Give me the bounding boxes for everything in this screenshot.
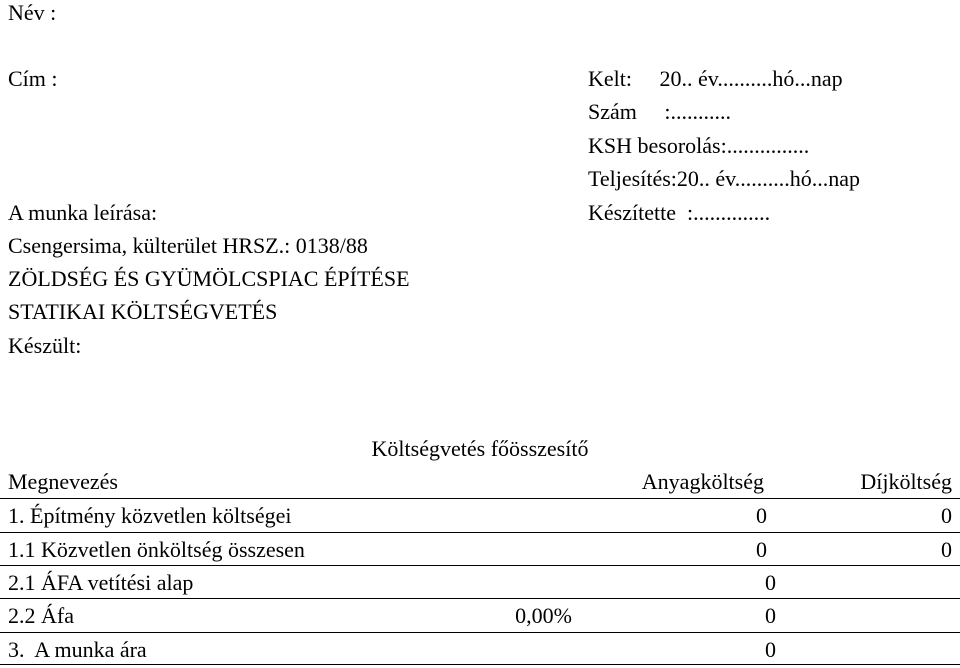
- column-header-name: Megnevezés: [8, 469, 118, 494]
- prepared-label: Készült:: [8, 333, 82, 358]
- author-field: Készítette :..............: [588, 200, 771, 225]
- table-row-material: 0: [765, 570, 776, 595]
- table-row-fee: 0: [941, 503, 952, 528]
- table-row-name: 1.1 Közvetlen önköltség összesen: [8, 537, 305, 562]
- work-description-label: A munka leírása:: [8, 200, 158, 225]
- table-row-material: 0: [765, 603, 776, 628]
- document-type: STATIKAI KÖLTSÉGVETÉS: [8, 299, 278, 324]
- number-field: Szám :...........: [588, 99, 731, 124]
- table-row-material: 0: [756, 537, 767, 562]
- row-divider: [0, 498, 960, 499]
- table-row-name: 2.1 ÁFA vetítési alap: [8, 570, 194, 595]
- row-divider: [0, 664, 960, 665]
- table-row-name: 3. A munka ára: [8, 637, 147, 662]
- table-row-material: 0: [756, 503, 767, 528]
- location-text: Csengersima, külterület HRSZ.: 0138/88: [8, 233, 368, 258]
- row-divider: [0, 565, 960, 566]
- completion-field: Teljesítés:20.. év..........hó...nap: [588, 166, 860, 191]
- row-divider: [0, 598, 960, 599]
- table-row-name: 2.2 Áfa: [8, 603, 74, 628]
- table-row-name: 1. Építmény közvetlen költségei: [8, 503, 292, 528]
- ksh-field: KSH besorolás:...............: [588, 133, 810, 158]
- name-label: Név :: [8, 0, 57, 25]
- row-divider: [0, 632, 960, 633]
- table-row-material: 0: [765, 637, 776, 662]
- row-divider: [0, 532, 960, 533]
- column-header-material: Anyagköltség: [641, 469, 764, 494]
- column-header-fee: Díjköltség: [860, 469, 952, 494]
- address-label: Cím :: [8, 66, 58, 91]
- dated-field: Kelt: 20.. év..........hó...nap: [588, 66, 843, 91]
- table-row-rate: 0,00%: [515, 603, 572, 628]
- table-row-fee: 0: [941, 537, 952, 562]
- summary-title: Költségvetés főösszesítő: [371, 436, 589, 461]
- project-title: ZÖLDSÉG ÉS GYÜMÖLCSPIAC ÉPÍTÉSE: [8, 266, 410, 291]
